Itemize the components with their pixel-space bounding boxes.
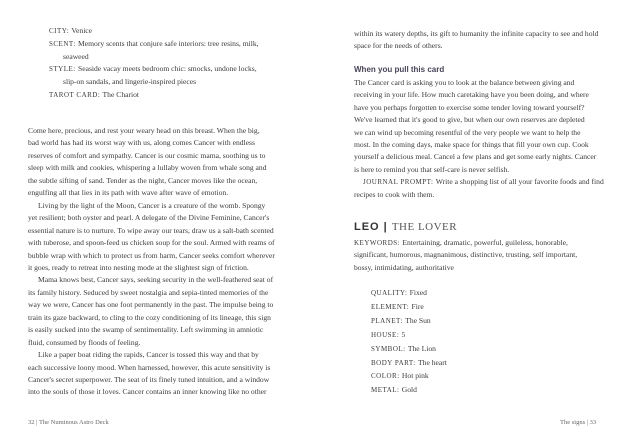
- text: Mama knows best, Cancer says, seeking security in the well-feathered seat of: [38, 275, 274, 285]
- text: Living by the light of the Moon, Cancer is a creature of the womb. Spongy: [38, 200, 266, 210]
- keywords: [354, 238, 568, 248]
- page-number: 32: [28, 419, 37, 426]
- attribute-label: STYLE:: [49, 65, 78, 74]
- body-line: [28, 313, 271, 323]
- text: within its watery depths, its gift to humanity the infinite capacity to see and hold: [354, 29, 599, 38]
- attribute-scent: [49, 39, 259, 49]
- attribute-value: seaweed: [63, 51, 89, 61]
- text: bubble wrap with which to protect us from harm, Cancer seeks comfort wherever: [28, 250, 275, 260]
- text: each successive loony mood. When harnessed, however, this acute sensitivity is: [28, 362, 271, 372]
- attribute-label: METAL:: [371, 386, 402, 395]
- section-heading: [354, 65, 444, 75]
- attribute-value: Fixed: [409, 288, 427, 297]
- attribute-value: Fire: [411, 301, 424, 311]
- body-line: [28, 176, 257, 186]
- body-line: [28, 226, 274, 236]
- body-line: [28, 375, 269, 385]
- attribute-symbol: [371, 344, 436, 354]
- body-line: [28, 325, 263, 335]
- body-line: [28, 300, 273, 310]
- sign-name: LEO: [354, 221, 384, 233]
- text: yet resilient; both oyster and pearl. A delegate of the Divine Feminine, Cancer's: [28, 213, 270, 223]
- attribute-value: 5: [401, 329, 406, 339]
- journal-label: JOURNAL PROMPT:: [363, 178, 436, 187]
- text: its family history. Seduced by sweet nostalgia and sepia-tinted memories of the: [28, 287, 269, 297]
- attribute-label: SCENT:: [49, 39, 79, 48]
- text: most. In the coming days, make space for things that fill your own cup. Cook: [354, 140, 589, 149]
- body-line: [28, 363, 270, 373]
- text: train its gaze backward, to cling to the cozy conditioning of its lineage, this sign: [28, 312, 271, 322]
- attribute-label: COLOR:: [371, 372, 402, 381]
- attribute-label: QUALITY:: [371, 289, 410, 297]
- body-line: [28, 163, 267, 173]
- attribute-metal: [371, 385, 417, 395]
- body-line: [38, 275, 273, 285]
- attribute-body-part: [371, 358, 447, 368]
- text: We've learned that it's good to give, but when our own reserves are depleted: [354, 115, 585, 125]
- text: bossy, intimidating, authoritative: [354, 262, 454, 272]
- text: is easily sucked into the swamp of sentimentality. Left swimming in amniotic: [28, 325, 264, 335]
- text: the subtle sifting of sand. Tender as the night, Cancer moves like the ocean,: [28, 175, 258, 185]
- text: When you pull this card: [354, 65, 445, 74]
- text: space for the needs of others.: [354, 41, 443, 51]
- body-line: [28, 188, 228, 198]
- right-page: [320, 0, 640, 445]
- attribute-label: SYMBOL:: [371, 344, 408, 353]
- body-line: [354, 29, 598, 39]
- attribute-value: Venice: [71, 26, 93, 35]
- attribute-quality: [371, 288, 427, 298]
- body-line: [28, 138, 255, 148]
- text: fluid, consumed by floods of feeling.: [28, 337, 141, 347]
- attribute-element: [371, 302, 424, 312]
- body-line: [354, 128, 580, 138]
- keywords-label: KEYWORDS:: [354, 239, 403, 247]
- body-line: [28, 238, 275, 248]
- body-line: [38, 201, 265, 211]
- text: is here to remind you that self-care is never selfish.: [354, 164, 510, 174]
- body-line: [354, 103, 585, 113]
- text: into the souls of those it loves. Cancer contains an inner knowing like no other: [28, 387, 267, 397]
- body-line: [28, 151, 265, 161]
- separator: |: [383, 221, 392, 233]
- attribute-city: [49, 26, 92, 36]
- attribute-tarot-card: [49, 90, 139, 100]
- body-line: [28, 126, 260, 136]
- body-line: [354, 41, 443, 51]
- body-line: [38, 350, 259, 360]
- attribute-planet: [371, 316, 431, 326]
- sign-title: [354, 222, 457, 233]
- attribute-value: The Sun: [405, 315, 431, 325]
- attribute-value: slip-on sandals, and lingerie-inspired pieces: [63, 77, 197, 87]
- attribute-style: [63, 77, 196, 87]
- text: Come here, precious, and rest your weary head on this breast. When the big,: [28, 126, 260, 135]
- attribute-style: [49, 64, 257, 74]
- text: Cancer's secret superpower. The seat of its finely tuned intuition, and a window: [28, 375, 270, 384]
- keywords: [354, 250, 577, 260]
- body-line: [28, 251, 275, 261]
- attribute-label: CITY:: [49, 27, 72, 35]
- text: with tuberose, and spoon-feed us chicken soup for the soul. Armed with reams of: [28, 238, 275, 248]
- text: essential nature is to nurture. To wipe away our tears, draw us a salt-bath scented: [28, 225, 274, 235]
- separator: |: [586, 419, 590, 426]
- body-line: [354, 165, 509, 175]
- text: engulfing all that lies in its path with wave after wave of emotion.: [28, 188, 229, 198]
- attribute-label: HOUSE:: [371, 330, 402, 339]
- card-name: THE LOVER: [391, 221, 458, 233]
- attribute-value: Memory scents that conjure safe interiors: tree resins, milk,: [78, 38, 259, 48]
- attribute-value: Hot pink: [401, 371, 429, 381]
- attribute-color: [371, 371, 429, 381]
- text: have you perhaps forgotten to exercise some tender loving toward yourself?: [354, 102, 585, 112]
- separator: |: [36, 419, 39, 426]
- body-line: [28, 387, 267, 397]
- attribute-label: ELEMENT:: [371, 302, 412, 311]
- page-footer: [560, 418, 596, 428]
- text: bad world has had its worst way with us, along comes Cancer with endless: [28, 138, 255, 148]
- body-line: [28, 263, 249, 273]
- attribute-house: [371, 330, 405, 340]
- text: sleep with milk and cookies, whispering a lullaby woven from whale song and: [28, 163, 267, 173]
- attribute-value: The heart: [418, 357, 447, 367]
- attribute-value: Gold: [401, 385, 417, 395]
- text: receiving in your life. How much caretaking have you been doing, and where: [354, 90, 589, 100]
- text: way we were, Cancer has one foot permanently in the past. The impulse being to: [28, 300, 274, 310]
- text: The Cancer card is asking you to look at the balance between giving and: [354, 78, 575, 87]
- keywords: [354, 263, 454, 273]
- body-line: [28, 338, 140, 348]
- body-line: [354, 140, 589, 150]
- attribute-value: Seaside vacay meets bedroom chic: smocks, undone locks,: [77, 64, 257, 74]
- book-title: The Numinous Astro Deck: [38, 419, 109, 426]
- text: Like a paper boat riding the rapids, Cancer is tossed this way and that by: [38, 350, 259, 360]
- body-line: [354, 90, 589, 100]
- attribute-scent: [63, 52, 89, 62]
- journal-prompt: [363, 177, 604, 187]
- text: reserves of comfort and sympathy. Cancer is our cosmic mama, soothing us to: [28, 150, 266, 160]
- section-title: The signs: [560, 419, 587, 426]
- body-line: [28, 288, 268, 298]
- text: it goes, ready to retreat into nesting mode at the slightest sign of friction.: [28, 262, 249, 272]
- attribute-label: PLANET:: [371, 316, 406, 325]
- body-line: [354, 78, 574, 88]
- page-footer: [28, 418, 109, 428]
- body-line: [28, 213, 269, 223]
- attribute-value: The Chariot: [102, 90, 140, 99]
- text: Entertaining, dramatic, powerful, guileless, honorable,: [402, 238, 568, 247]
- text: yourself a delicious meal. Cancel a few plans and get some early nights. Cancer: [354, 152, 597, 162]
- attribute-value: The Lion: [407, 343, 436, 353]
- body-line: [354, 152, 596, 162]
- attribute-label: TAROT CARD:: [49, 91, 103, 99]
- page-number: 33: [589, 419, 597, 426]
- text: recipes to cook with them.: [354, 189, 435, 199]
- attribute-label: BODY PART:: [371, 358, 419, 367]
- text: we can wind up becoming resentful of the very people we want to help the: [354, 127, 581, 137]
- text: significant, humorous, magnanimous, distinctive, trusting, self important,: [354, 250, 578, 260]
- journal-prompt: [354, 190, 434, 200]
- text: Write a shopping list of all your favorite foods and find: [435, 177, 604, 187]
- body-line: [354, 115, 585, 125]
